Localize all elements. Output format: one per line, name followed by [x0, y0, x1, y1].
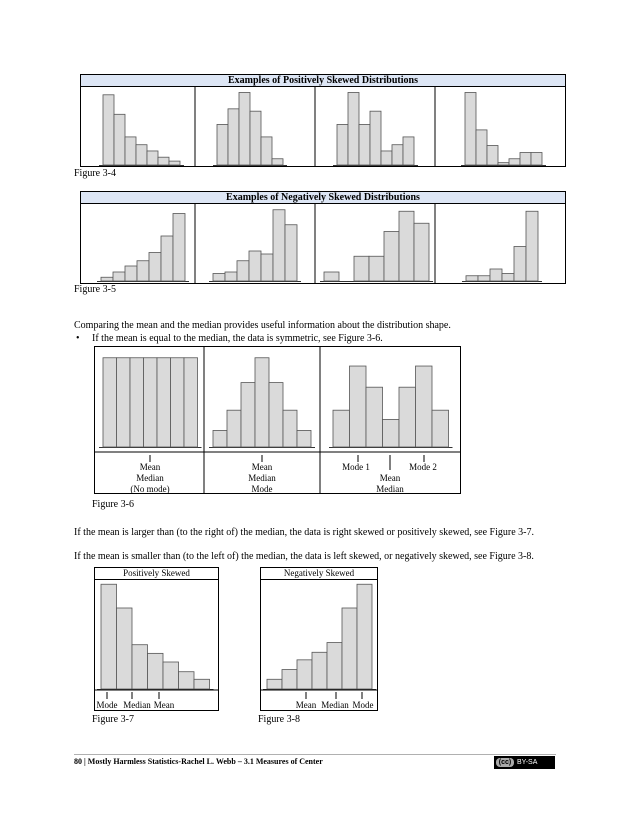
fig36-panel3-bar-3	[366, 387, 383, 447]
fig35-panel4-bar-4	[502, 274, 514, 282]
fig35-panel4-bar-1	[466, 276, 478, 281]
fig34-panel3-bar-5	[381, 151, 392, 165]
figure-3-4-title: Examples of Positively Skewed Distributions	[80, 74, 566, 87]
bullet-symmetric: If the mean is equal to the median, the data is symmetric, see Figure 3-6.	[92, 333, 383, 344]
intro-sentence: Comparing the mean and the median provides useful information about the distribution shape.	[74, 320, 451, 331]
fig36-panel2-label-3: Mode	[251, 484, 273, 494]
fig38-bar-7	[357, 584, 372, 689]
fig36-panel3-bar-4	[383, 419, 400, 447]
fig38-label-mean: Mean	[295, 700, 317, 710]
fig37-bar-5	[163, 662, 179, 689]
fig34-panel4-bar-4	[498, 163, 509, 165]
fig37-bar-7	[194, 679, 210, 689]
fig34-panel1-bar-2	[114, 114, 125, 165]
fig37-label-mean: Mean	[153, 700, 175, 710]
fig34-panel3-bar-4	[370, 111, 381, 165]
fig35-panel2-bar-6	[273, 210, 285, 281]
fig38-bar-4	[312, 652, 327, 689]
cc-by-sa-label: BY-SA	[517, 759, 538, 766]
fig34-panel3-bar-7	[403, 137, 414, 165]
fig36-panel2-bar-6	[283, 410, 297, 447]
fig36-panel2-bar-5	[269, 383, 283, 447]
fig35-panel1-bar-1	[101, 277, 113, 281]
fig36-panel2-bar-1	[213, 430, 227, 447]
fig36-panel1-bar-2	[117, 358, 131, 447]
paragraph-left-skewed: If the mean is smaller than (to the left of) the median, the data is left skewed, or negatively skewed, see Figure 3-8.	[74, 551, 534, 562]
fig36-panel3-label-2: Median	[376, 484, 404, 494]
fig36-panel1-label-2: Median	[136, 473, 164, 483]
fig37-bar-6	[179, 672, 195, 689]
fig35-panel1-bar-2	[113, 272, 125, 281]
fig35-panel2-bar-7	[285, 225, 297, 281]
fig34-panel4-bar-1	[465, 92, 476, 165]
fig35-panel3-bar-4	[369, 256, 384, 281]
fig36-panel2-label-1: Mean	[251, 462, 273, 472]
fig35-panel3-bar-3	[354, 256, 369, 281]
figure-3-5-caption: Figure 3-5	[74, 284, 116, 295]
footer-text: 80 | Mostly Harmless Statistics-Rachel L. Webb – 3.1 Measures of Center	[74, 757, 323, 766]
fig34-panel3-bar-3	[359, 124, 370, 165]
fig35-panel4-bar-5	[514, 247, 526, 282]
fig34-panel2-bar-2	[228, 109, 239, 165]
fig34-panel3-bar-6	[392, 145, 403, 165]
figure-3-8-caption: Figure 3-8	[258, 714, 300, 725]
fig35-panel2-bar-3	[237, 261, 249, 281]
fig34-panel2-bar-4	[250, 111, 261, 165]
fig34-panel2-bar-1	[217, 124, 228, 165]
fig34-panel4-bar-5	[509, 159, 520, 165]
fig34-panel2-bar-6	[272, 159, 283, 165]
fig35-panel3-bar-1	[324, 272, 339, 281]
fig38-bar-5	[327, 643, 342, 689]
fig35-panel4-bar-3	[490, 269, 502, 281]
fig37-bar-3	[132, 645, 148, 689]
fig36-panel3-bar-2	[350, 366, 367, 447]
fig38-bar-3	[297, 660, 312, 689]
fig35-panel3-bar-7	[414, 223, 429, 281]
fig36-panel3-bar-1	[333, 410, 350, 447]
fig35-panel4-bar-6	[526, 211, 538, 281]
fig36-panel1-bar-6	[171, 358, 185, 447]
fig36-panel3-bar-5	[399, 387, 416, 447]
paragraph-right-skewed: If the mean is larger than (to the right of) the median, the data is right skewed or positively skewed, see Figure 3-7.	[74, 527, 534, 538]
figure-3-7-caption: Figure 3-7	[92, 714, 134, 725]
fig37-label-mode: Mode	[96, 700, 118, 710]
fig35-panel2-bar-1	[213, 274, 225, 282]
fig38-bar-6	[342, 608, 357, 689]
fig34-panel1-bar-7	[169, 161, 180, 165]
figure-3-7-title: Positively Skewed	[94, 567, 219, 580]
fig36-panel3-bar-7	[432, 410, 449, 447]
cc-icon: (cc)	[496, 758, 514, 767]
fig38-label-mode: Mode	[352, 700, 374, 710]
fig36-panel2-bar-7	[297, 430, 311, 447]
fig36-panel2-bar-4	[255, 358, 269, 447]
fig34-panel3-bar-2	[348, 92, 359, 165]
fig34-panel2-bar-3	[239, 92, 250, 165]
fig36-panel1-label-1: Mean	[139, 462, 161, 472]
figure-3-6-caption: Figure 3-6	[92, 499, 134, 510]
fig35-panel1-bar-3	[125, 266, 137, 281]
fig36-panel1-label-3: (No mode)	[130, 484, 170, 494]
fig36-panel2-bar-3	[241, 383, 255, 447]
fig36-panel1-bar-1	[103, 358, 117, 447]
fig35-panel3-bar-5	[384, 232, 399, 282]
fig36-panel2-label-2: Median	[248, 473, 276, 483]
figure-3-8-title: Negatively Skewed	[260, 567, 378, 580]
fig35-panel4-bar-2	[478, 276, 490, 281]
fig34-panel4-bar-6	[520, 153, 531, 165]
fig37-bar-1	[101, 584, 117, 689]
fig36-panel3-bar-6	[416, 366, 433, 447]
fig36-panel3-label-1: Mean	[379, 473, 401, 483]
fig36-panel2-bar-2	[227, 410, 241, 447]
fig34-panel2-bar-5	[261, 137, 272, 165]
fig35-panel2-bar-4	[249, 251, 261, 281]
figure-3-5-title: Examples of Negatively Skewed Distributions	[80, 191, 566, 204]
fig35-panel1-bar-5	[149, 253, 161, 282]
fig37-label-median: Median	[123, 700, 151, 710]
fig38-bar-1	[267, 679, 282, 689]
figure-3-4-caption: Figure 3-4	[74, 168, 116, 179]
fig35-panel1-bar-4	[137, 261, 149, 281]
fig36-panel3-mode1: Mode 1	[342, 462, 370, 472]
fig36-panel1-bar-3	[130, 358, 144, 447]
fig34-panel1-bar-4	[136, 145, 147, 165]
fig34-panel3-bar-1	[337, 124, 348, 165]
fig34-panel1-bar-5	[147, 151, 158, 165]
fig34-panel1-bar-1	[103, 95, 114, 165]
fig34-panel1-bar-3	[125, 137, 136, 165]
fig37-bar-2	[117, 608, 133, 689]
fig36-panel1-bar-5	[157, 358, 171, 447]
fig35-panel1-bar-7	[173, 214, 185, 282]
fig36-panel3-mode2: Mode 2	[409, 462, 437, 472]
fig36-panel1-bar-7	[184, 358, 198, 447]
fig37-bar-4	[148, 653, 164, 689]
fig35-panel2-bar-2	[225, 272, 237, 281]
fig34-panel4-bar-3	[487, 146, 498, 166]
fig38-label-median: Median	[321, 700, 349, 710]
fig34-panel1-bar-6	[158, 157, 169, 165]
fig35-panel3-bar-6	[399, 211, 414, 281]
fig35-panel1-bar-6	[161, 236, 173, 281]
fig35-panel2-bar-5	[261, 254, 273, 281]
fig34-panel4-bar-7	[531, 153, 542, 165]
fig36-panel1-bar-4	[144, 358, 158, 447]
bullet-glyph: •	[76, 333, 80, 344]
fig38-bar-2	[282, 670, 297, 689]
fig34-panel4-bar-2	[476, 130, 487, 165]
